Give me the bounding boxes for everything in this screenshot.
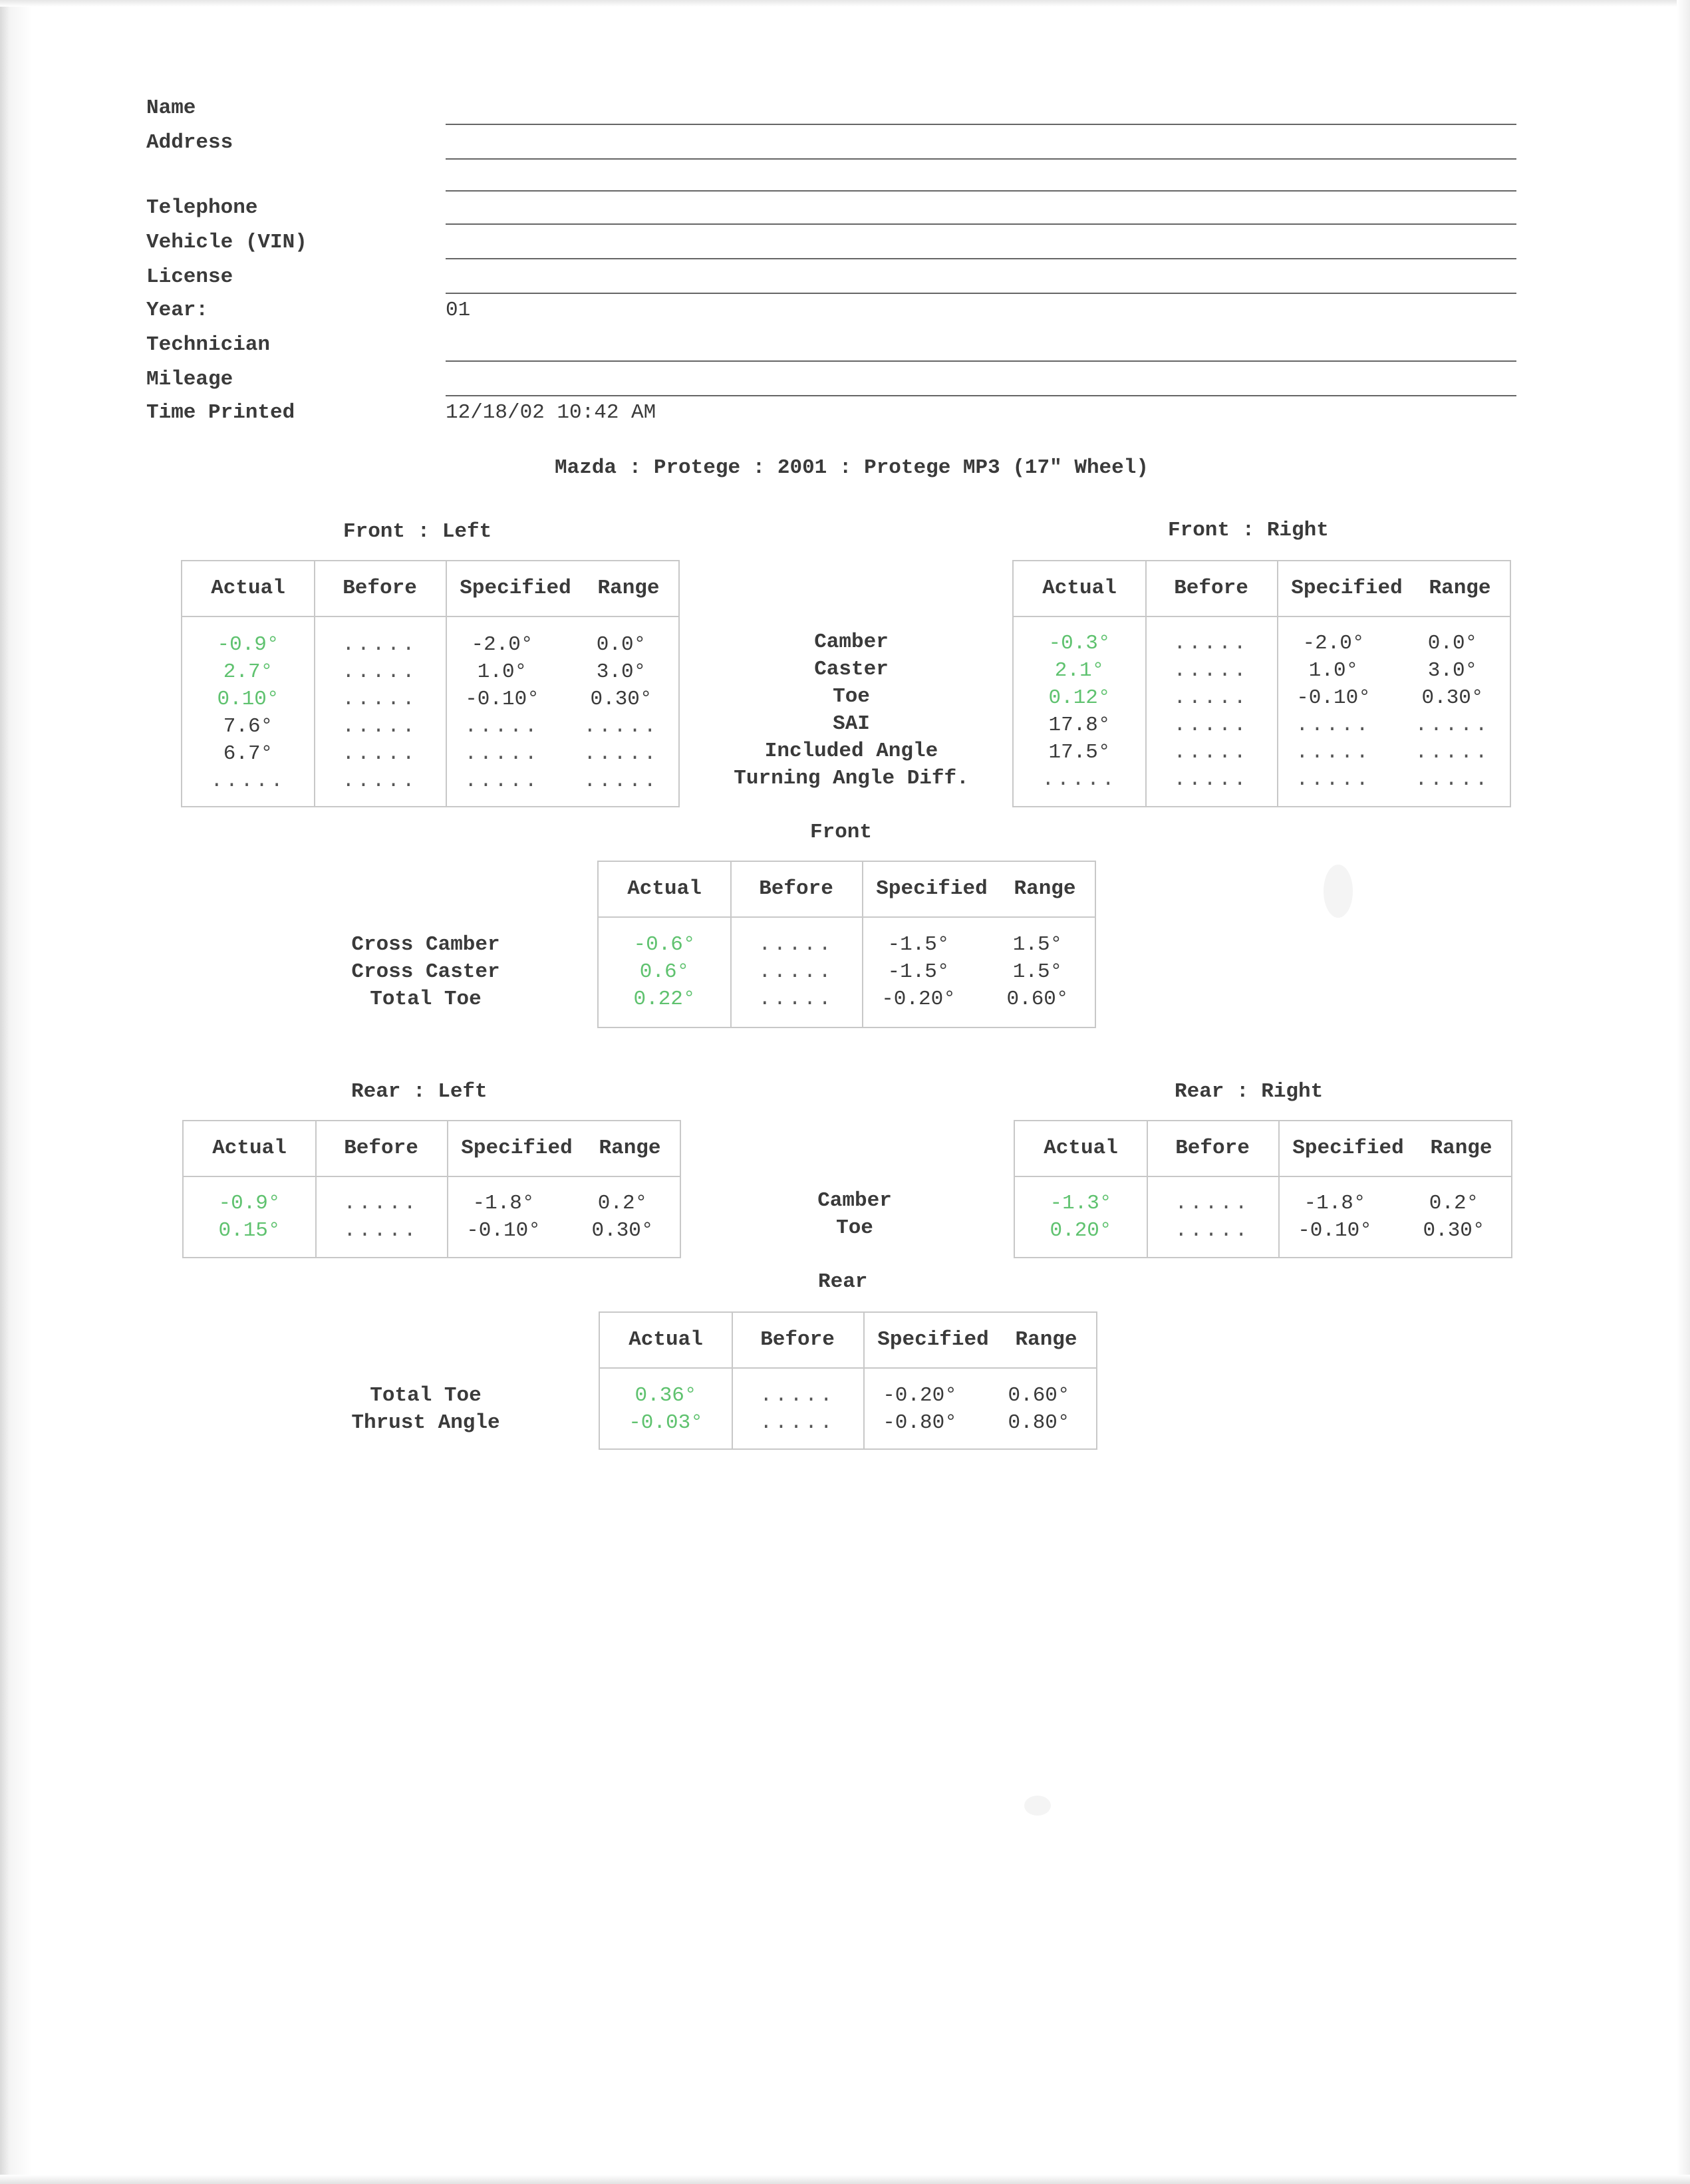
field-label: Name <box>146 96 196 120</box>
row-label-cross-camber: Cross Camber <box>351 933 500 956</box>
spec-max: 1.5° <box>1012 933 1063 956</box>
col-header-before: Before <box>1175 1137 1250 1160</box>
page-shadow-top <box>0 0 1690 7</box>
field-label: Telephone <box>146 196 258 219</box>
before-value: ..... <box>760 1411 835 1434</box>
row-label-toe: Toe <box>836 1216 873 1240</box>
spec-max: 3.0° <box>1427 659 1478 682</box>
actual-value: -1.3° <box>1050 1192 1112 1215</box>
actual-value: 2.1° <box>1054 659 1105 682</box>
col-header-actual: Actual <box>629 1328 703 1351</box>
actual-value: -0.9° <box>217 633 279 656</box>
before-value: ..... <box>758 933 834 956</box>
spec-max: 0.60° <box>1008 1384 1070 1407</box>
before-value: ..... <box>342 715 418 738</box>
row-label-cross-caster: Cross Caster <box>351 960 500 984</box>
page-shadow-bottom <box>0 2175 1690 2184</box>
spec-max: 0.0° <box>1427 632 1478 655</box>
actual-value: -0.9° <box>218 1192 281 1215</box>
spec-max: 0.2° <box>597 1192 648 1215</box>
actual-value: 0.20° <box>1050 1219 1112 1242</box>
before-value: ..... <box>758 960 834 984</box>
rear-left-title: Rear : Left <box>351 1080 488 1103</box>
before-value: ..... <box>1173 686 1249 710</box>
field-label: Vehicle (VIN) <box>146 231 307 254</box>
col-header-range: Range <box>1430 1137 1492 1160</box>
field-label: Year: <box>146 299 209 322</box>
row-label-total-toe: Total Toe <box>370 988 482 1011</box>
col-header-specified: Specified <box>461 1137 573 1160</box>
actual-value: 17.8° <box>1048 714 1111 737</box>
field-year <box>146 293 1516 327</box>
col-header-actual: Actual <box>1044 1137 1118 1160</box>
before-value: ..... <box>1175 1219 1250 1242</box>
actual-value: 0.6° <box>639 960 690 984</box>
field-label: License <box>146 265 233 289</box>
row-label-total-toe: Total Toe <box>370 1384 482 1407</box>
rear-right-title: Rear : Right <box>1175 1080 1324 1103</box>
col-header-actual: Actual <box>627 877 702 900</box>
spec-max: 0.30° <box>590 688 652 711</box>
spec-max: ..... <box>1415 741 1490 764</box>
rear-left-table <box>182 1120 681 1258</box>
before-value: ..... <box>1173 659 1249 682</box>
col-header-specified: Specified <box>460 577 571 600</box>
col-header-actual: Actual <box>1042 577 1117 600</box>
col-header-range: Range <box>599 1137 661 1160</box>
actual-value: -0.03° <box>629 1411 703 1434</box>
before-value: ..... <box>1173 632 1249 655</box>
before-value: ..... <box>1173 714 1249 737</box>
actual-value: ..... <box>1042 768 1117 791</box>
spec-min: ..... <box>464 769 540 793</box>
spec-min: -0.10° <box>1298 1219 1372 1242</box>
rear-total-title: Rear <box>818 1270 868 1294</box>
before-value: ..... <box>1173 741 1249 764</box>
rear-right-table <box>1014 1120 1512 1258</box>
spec-max: 0.80° <box>1008 1411 1070 1434</box>
field-value: 01 <box>446 299 471 322</box>
col-header-before: Before <box>759 877 833 900</box>
front-total-title: Front <box>810 821 873 844</box>
scan-smudge <box>1324 865 1353 918</box>
front-total-table <box>597 861 1096 1028</box>
field-time-printed <box>146 395 1516 430</box>
row-label-toe: Toe <box>833 685 870 708</box>
actual-value: 7.6° <box>223 715 273 738</box>
spec-min: -0.10° <box>466 1219 541 1242</box>
spec-max: 3.0° <box>596 660 646 684</box>
actual-value: 17.5° <box>1048 741 1111 764</box>
spec-min: -1.8° <box>1304 1192 1366 1215</box>
page-shadow-left <box>0 0 32 2184</box>
field-label: Technician <box>146 333 271 356</box>
field-technician <box>146 327 1516 362</box>
before-value: ..... <box>343 1192 419 1215</box>
before-value: ..... <box>760 1384 835 1407</box>
spec-min: -1.5° <box>887 960 950 984</box>
field-value: 12/18/02 10:42 AM <box>446 401 656 424</box>
row-label-turning-angle-diff: Turning Angle Diff. <box>734 767 969 790</box>
spec-min: -2.0° <box>471 633 533 656</box>
col-header-specified: Specified <box>1292 1137 1404 1160</box>
spec-max: ..... <box>583 715 659 738</box>
before-value: ..... <box>342 688 418 711</box>
row-label-camber: Camber <box>817 1189 892 1212</box>
spec-max: 0.30° <box>1421 686 1484 710</box>
field-label: Time Printed <box>146 401 295 424</box>
spec-min: ..... <box>464 715 540 738</box>
actual-value: 6.7° <box>223 742 273 765</box>
scan-smudge <box>1024 1796 1051 1816</box>
field-mileage <box>146 362 1516 396</box>
actual-value: -0.3° <box>1048 632 1111 655</box>
actual-value: 0.10° <box>217 688 279 711</box>
before-value: ..... <box>342 742 418 765</box>
before-value: ..... <box>342 660 418 684</box>
spec-max: ..... <box>1415 768 1490 791</box>
col-header-range: Range <box>597 577 660 600</box>
field-license <box>146 259 1516 294</box>
spec-min: ..... <box>1296 768 1371 791</box>
col-header-before: Before <box>760 1328 835 1351</box>
spec-min: ..... <box>1296 714 1371 737</box>
spec-min: ..... <box>464 742 540 765</box>
actual-value: 0.36° <box>634 1384 697 1407</box>
spec-min: -0.80° <box>883 1411 957 1434</box>
field-label: Address <box>146 131 233 154</box>
row-label-included-angle: Included Angle <box>764 740 938 763</box>
before-value: ..... <box>758 988 834 1011</box>
field-telephone <box>146 190 1516 225</box>
actual-value: 0.15° <box>218 1219 281 1242</box>
spec-min: -1.8° <box>472 1192 535 1215</box>
spec-min: -0.20° <box>883 1384 957 1407</box>
col-header-range: Range <box>1014 877 1076 900</box>
actual-value: 2.7° <box>223 660 273 684</box>
row-label-sai: SAI <box>833 712 870 736</box>
col-header-actual: Actual <box>211 577 285 600</box>
before-value: ..... <box>342 633 418 656</box>
actual-value: -0.6° <box>633 933 696 956</box>
spec-min: -1.5° <box>887 933 950 956</box>
spec-min: 1.0° <box>477 660 527 684</box>
actual-value: ..... <box>210 769 286 793</box>
col-header-specified: Specified <box>877 1328 989 1351</box>
front-right-title: Front : Right <box>1168 519 1329 542</box>
col-header-range: Range <box>1015 1328 1077 1351</box>
page-shadow-right <box>1677 0 1690 2184</box>
actual-value: 0.12° <box>1048 686 1111 710</box>
before-value: ..... <box>1175 1192 1250 1215</box>
before-value: ..... <box>343 1219 419 1242</box>
col-header-specified: Specified <box>1291 577 1403 600</box>
field-name <box>146 90 1516 125</box>
rear-total-table <box>599 1311 1097 1450</box>
front-left-title: Front : Left <box>343 520 492 543</box>
spec-max: 0.2° <box>1429 1192 1479 1215</box>
col-header-before: Before <box>344 1137 418 1160</box>
col-header-before: Before <box>343 577 417 600</box>
spec-min: ..... <box>1296 741 1371 764</box>
spec-max: ..... <box>583 742 659 765</box>
row-label-thrust-angle: Thrust Angle <box>351 1411 500 1434</box>
row-label-caster: Caster <box>814 658 889 681</box>
spec-max: 1.5° <box>1012 960 1063 984</box>
spec-min: -0.10° <box>465 688 539 711</box>
spec-max: ..... <box>583 769 659 793</box>
field-label: Mileage <box>146 368 233 391</box>
col-header-range: Range <box>1429 577 1491 600</box>
field-address <box>146 125 1516 160</box>
col-header-specified: Specified <box>876 877 988 900</box>
spec-min: -0.20° <box>881 988 956 1011</box>
spec-max: 0.30° <box>591 1219 654 1242</box>
spec-max: 0.0° <box>596 633 646 656</box>
front-left-table <box>181 560 680 807</box>
spec-min: -0.10° <box>1296 686 1371 710</box>
spec-max: 0.30° <box>1423 1219 1485 1242</box>
spec-max: ..... <box>1415 714 1490 737</box>
actual-value: 0.22° <box>633 988 696 1011</box>
front-right-table <box>1012 560 1511 807</box>
row-label-camber: Camber <box>814 630 889 654</box>
spec-min: 1.0° <box>1308 659 1359 682</box>
spec-max: 0.60° <box>1006 988 1069 1011</box>
vehicle-description: Mazda : Protege : 2001 : Protege MP3 (17" Wheel) <box>555 456 1149 479</box>
before-value: ..... <box>1173 768 1249 791</box>
col-header-actual: Actual <box>212 1137 287 1160</box>
col-header-before: Before <box>1174 577 1248 600</box>
before-value: ..... <box>342 769 418 793</box>
spec-min: -2.0° <box>1302 632 1365 655</box>
field-vin <box>146 225 1516 259</box>
field-underline <box>446 158 1516 160</box>
